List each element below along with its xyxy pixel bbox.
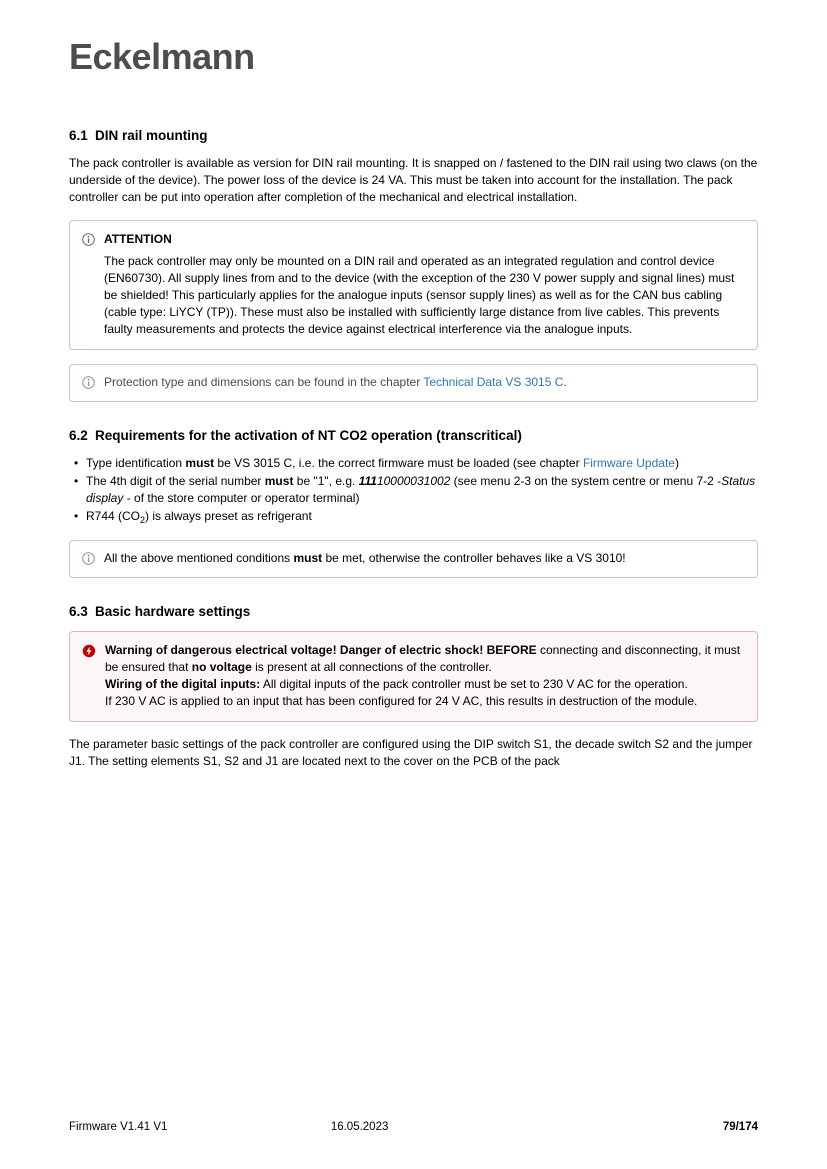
note-text-after: . xyxy=(563,375,567,389)
heading-6-2-number: 6.2 xyxy=(69,428,88,443)
text-fragment: (see menu 2-3 on the system centre or menu 7-2 - xyxy=(450,474,722,488)
note-body-6-2 xyxy=(104,550,745,567)
text-fragment-bold: must xyxy=(264,474,294,488)
note-text-before: All the above mentioned conditions xyxy=(104,551,294,565)
info-icon xyxy=(82,233,95,246)
note-box-6-1 xyxy=(69,364,758,402)
text-fragment-subscript: 2 xyxy=(140,515,146,525)
heading-6-2-title: Requirements for the activation of NT CO2 operation (transcritical) xyxy=(95,428,522,443)
text-fragment: ) is always preset as refrigerant xyxy=(145,509,312,523)
list-item xyxy=(69,473,758,507)
paragraph-6-3: The parameter basic settings of the pack controller are configured using the DIP switch S1, the decade switch S2 and the jumper J1. The setting elements S1, S2 and J1 are located next to the cover on the PCB of the pack xyxy=(69,737,753,768)
text-fragment-italic: 10000031002 xyxy=(376,474,451,488)
attention-title: ATTENTION xyxy=(104,232,172,246)
page-content xyxy=(69,128,758,784)
note-text-bold: must xyxy=(293,551,323,565)
info-icon xyxy=(82,552,95,565)
warning-box xyxy=(69,631,758,722)
text-fragment-bold: must xyxy=(185,456,215,470)
warning-line2-rest: All digital inputs of the pack controller must be set to 230 V AC for the operation. xyxy=(260,677,688,691)
paragraph-6-1: The pack controller is available as version for DIN rail mounting. It is snapped on / fastened to the DIN rail using two claws (on the underside of the device). The power loss of the device is 24 VA. This must be taken into account for the installation. The pack controller can be put into operation after completion of the mechanical and electrical installation. xyxy=(69,156,758,204)
text-fragment: The 4th digit of the serial number xyxy=(86,474,265,488)
link-firmware-update[interactable]: Firmware Update xyxy=(582,456,675,470)
warning-line1-rest: connecting and disconnecting, it must be ensured that xyxy=(105,643,741,674)
link-technical-data[interactable]: Technical Data VS 3015 C xyxy=(423,375,564,389)
text-fragment-italic: Status display xyxy=(86,474,756,505)
footer-firmware: Firmware V1.41 V1 xyxy=(69,1121,168,1133)
note-text-before: Protection type and dimensions can be found in the chapter xyxy=(104,375,424,389)
list-item xyxy=(69,455,758,472)
footer-page-number: 79/174 xyxy=(722,1121,758,1133)
text-fragment: be "1", e.g. xyxy=(293,474,359,488)
text-fragment: ) xyxy=(674,456,679,470)
warning-line3: If 230 V AC is applied to an input that has been configured for 24 V AC, this results in destruction of the module. xyxy=(105,694,698,708)
heading-6-2 xyxy=(69,428,758,443)
heading-6-1 xyxy=(69,128,758,143)
page-footer xyxy=(69,1121,758,1133)
heading-6-3-title: Basic hardware settings xyxy=(95,604,251,619)
requirements-list xyxy=(69,455,758,526)
company-logo: Eckelmann xyxy=(69,36,255,77)
warning-line1-end: is present at all connections of the controller. xyxy=(251,660,492,674)
heading-6-3-number: 6.3 xyxy=(69,604,88,619)
attention-body xyxy=(104,231,745,338)
text-fragment-bold-italic: 111 xyxy=(358,474,377,488)
heading-6-1-title: DIN rail mounting xyxy=(95,128,208,143)
electric-hazard-icon xyxy=(82,644,96,658)
note-text-after: be met, otherwise the controller behaves like a VS 3010! xyxy=(322,551,626,565)
attention-text: The pack controller may only be mounted on a DIN rail and operated as an integrated regulation and control device (EN60730). All supply lines from and to the device (with the exception of the 230 V power supply and signal lines) must be shielded! This particularly applies for the analogue inputs (sensor supply lines) as well as for the CAN bus cabling (cable type: LiYCY (TP)). These must also be installed with sufficiently large distance from live cables. This prevents faulty measurements and protects the device against electrical interference via the analogue inputs. xyxy=(104,254,735,336)
warning-line1-bold-b: no voltage xyxy=(191,660,252,674)
attention-box xyxy=(69,220,758,350)
note-box-6-2 xyxy=(69,540,758,578)
heading-6-1-number: 6.1 xyxy=(69,128,88,143)
text-fragment: Type identification xyxy=(86,456,186,470)
footer-date: 16.05.2023 xyxy=(330,1121,389,1133)
warning-body xyxy=(105,642,745,710)
text-fragment: be VS 3015 C, i.e. the correct firmware must be loaded (see chapter xyxy=(214,456,583,470)
text-fragment: R744 (CO xyxy=(86,509,141,523)
text-fragment: - of the store computer or operator terminal) xyxy=(123,491,360,505)
warning-line1-bold: Warning of dangerous electrical voltage! Danger of electric shock! BEFORE xyxy=(105,643,537,657)
note-body-6-1 xyxy=(104,374,745,391)
heading-6-3 xyxy=(69,604,758,619)
list-item xyxy=(69,508,758,526)
warning-line2-bold: Wiring of the digital inputs: xyxy=(105,677,261,691)
info-icon xyxy=(82,376,95,389)
